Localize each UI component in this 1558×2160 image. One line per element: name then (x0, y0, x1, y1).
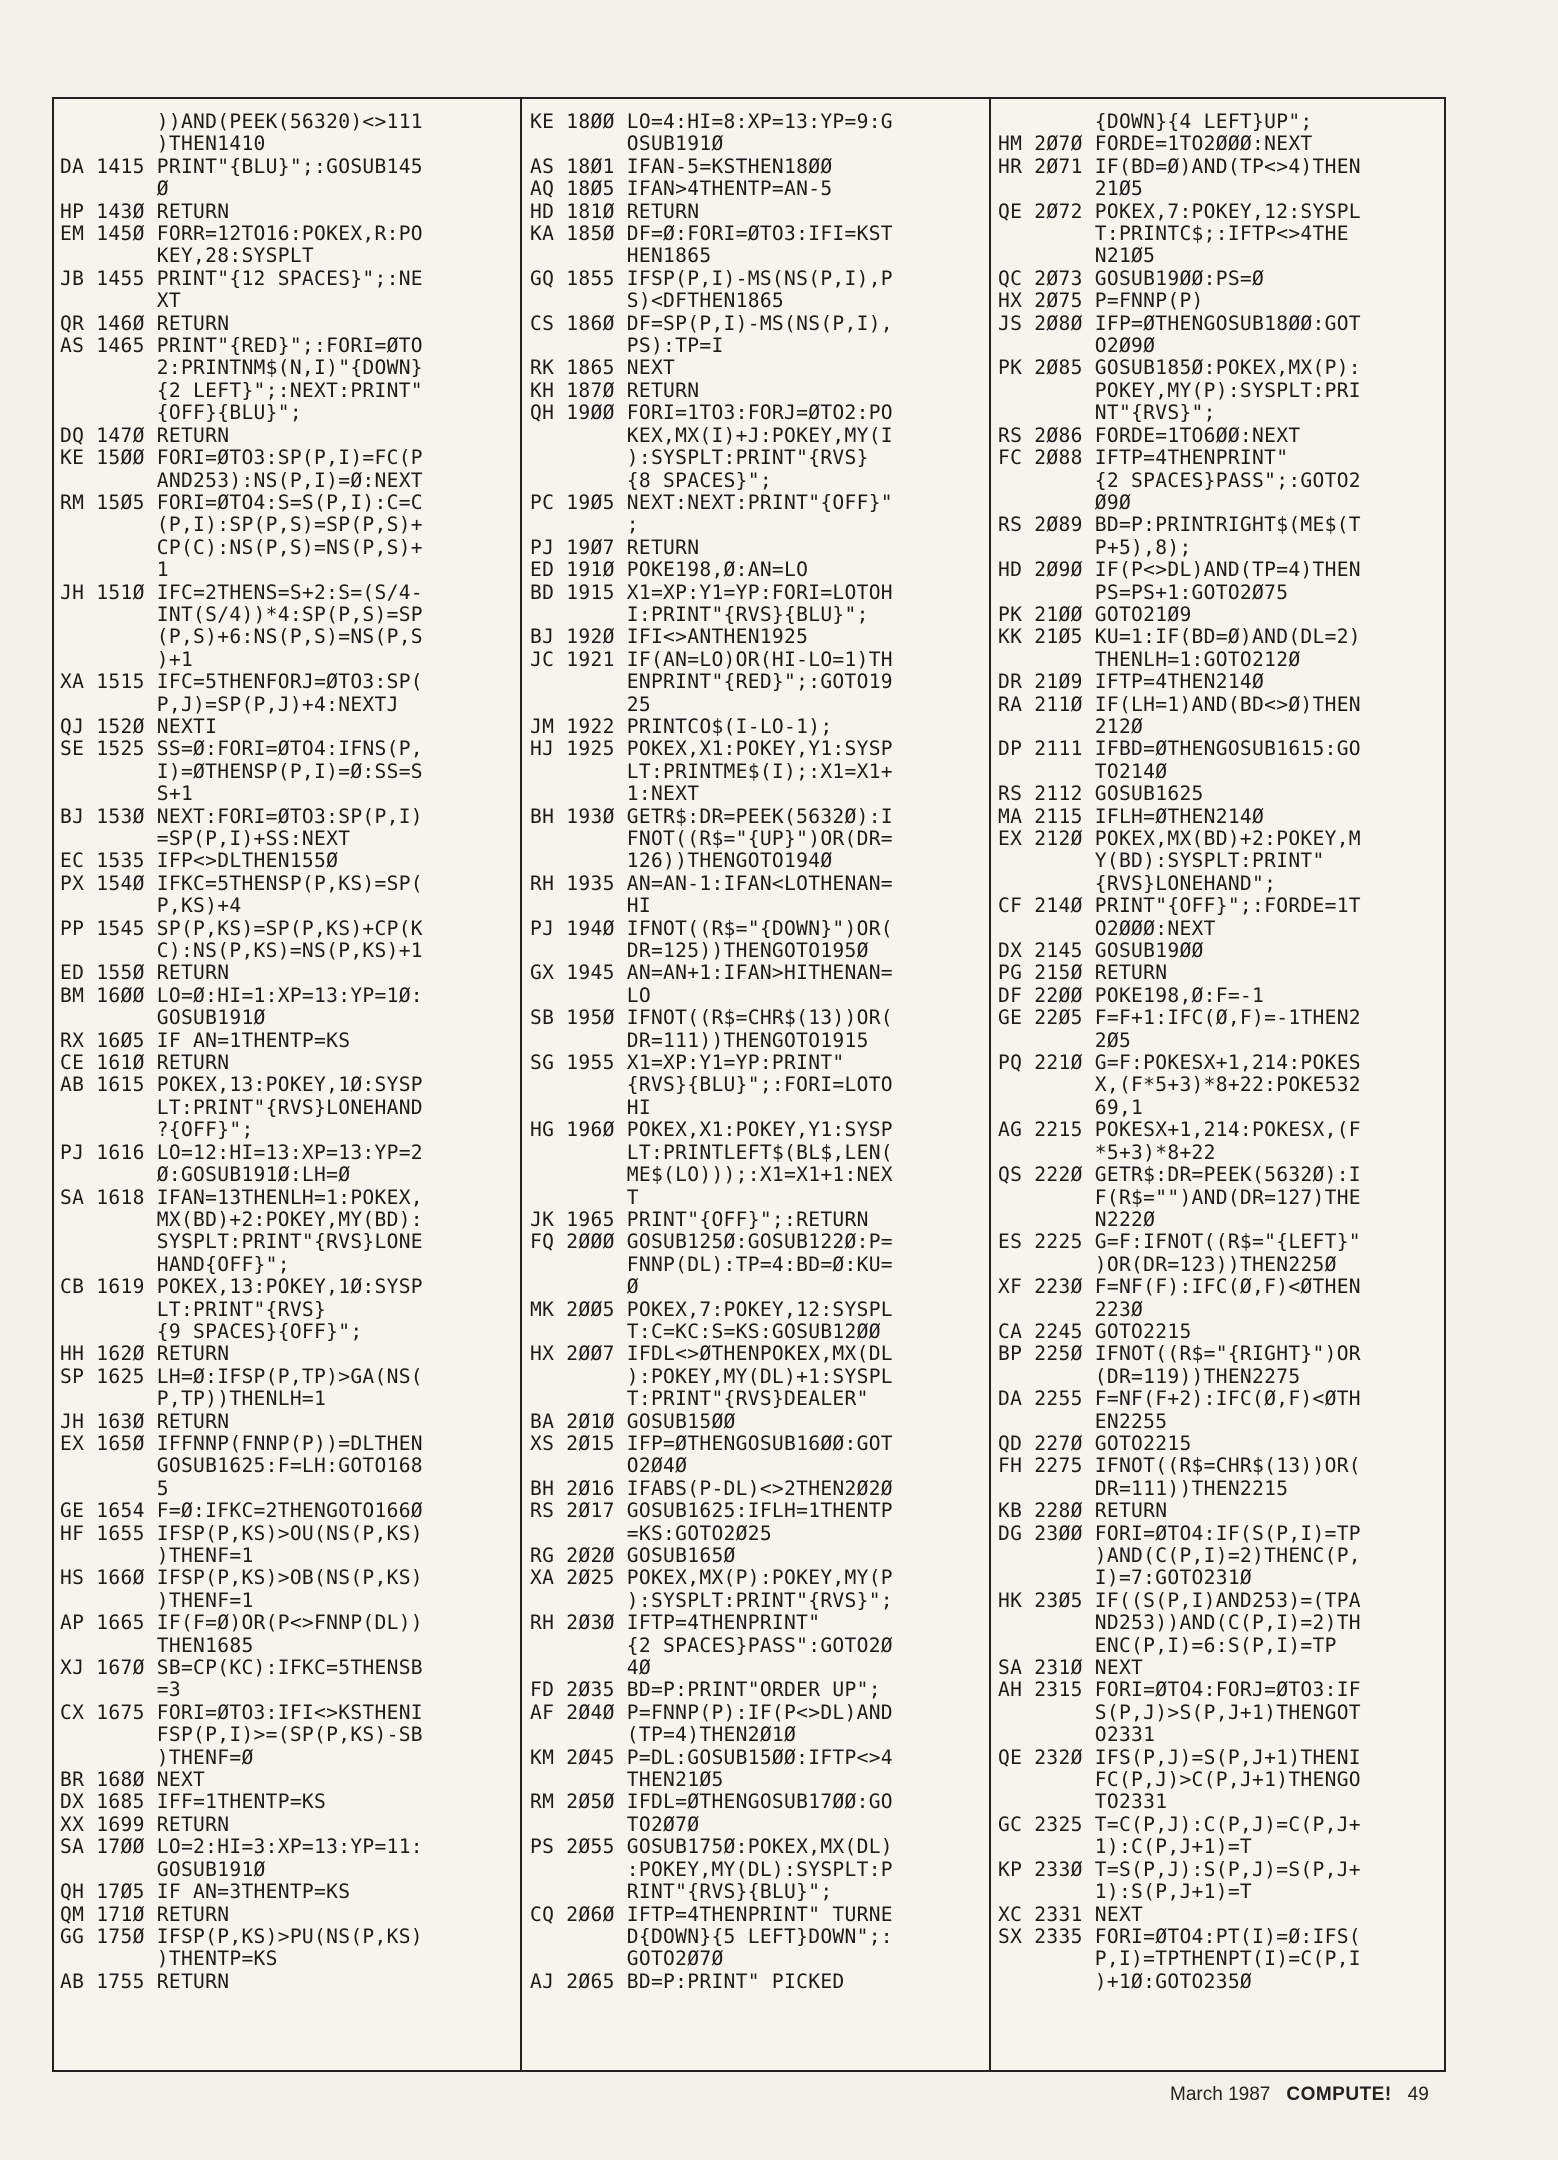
code-line: 4Ø (530, 1656, 651, 1680)
code-line: I)=7:GOTO231Ø (998, 1566, 1253, 1590)
code-line: BR 168Ø NEXT (60, 1768, 206, 1792)
listing-column-2 (530, 111, 982, 1993)
code-line: KA 185Ø DF=Ø:FORI=ØTO3:IFI=KST (530, 222, 893, 246)
code-line: GOSUB1625:F=LH:GOTO168 (60, 1454, 423, 1478)
code-line: EM 145Ø FORR=12TO16:POKEX,R:PO (60, 222, 423, 246)
code-line: TO2331 (998, 1790, 1168, 1814)
code-line: AND253):NS(P,I)=Ø:NEXT (60, 468, 423, 492)
code-line: PX 154Ø IFKC=5THENSP(P,KS)=SP( (60, 871, 423, 895)
code-line: AH 2315 FORI=ØTO4:FORJ=ØTO3:IF (998, 1678, 1361, 1702)
code-line: DP 2111 IFBD=ØTHENGOSUB1615:GO (998, 737, 1361, 761)
code-line: HD 2Ø9Ø IF(P<>DL)AND(TP=4)THEN (998, 558, 1361, 582)
code-line: N21Ø5 (998, 244, 1156, 268)
code-line: AJ 2Ø65 BD=P:PRINT" PICKED (530, 1969, 845, 1993)
code-line: BM 16ØØ LO=Ø:HI=1:XP=13:YP=1Ø: (60, 983, 423, 1007)
code-line: GOSUB191Ø (60, 1006, 266, 1030)
code-line: 2Ø5 (998, 1028, 1132, 1052)
code-line: LT:PRINTLEFT$(BL$,LEN( (530, 1140, 893, 1164)
code-line: TO2Ø7Ø (530, 1812, 700, 1836)
code-line: EC 1535 IFP<>DLTHEN155Ø (60, 849, 339, 873)
code-line: JH 163Ø RETURN (60, 1409, 230, 1433)
code-line: KH 187Ø RETURN (530, 378, 700, 402)
code-line: HF 1655 IFSP(P,KS)>OU(NS(P,KS) (60, 1521, 423, 1545)
code-line: XX 1699 RETURN (60, 1812, 230, 1836)
column-divider (989, 99, 991, 2070)
code-line: FNNP(DL):TP=4:BD=Ø:KU= (530, 1252, 893, 1276)
code-line: RX 16Ø5 IF AN=1THENTP=KS (60, 1028, 351, 1052)
code-line: DA 2255 F=NF(F+2):IFC(Ø,F)<ØTH (998, 1387, 1361, 1411)
code-line: KP 233Ø T=S(P,J):S(P,J)=S(P,J+ (998, 1857, 1361, 1881)
code-line: GC 2325 T=C(P,J):C(P,J)=C(P,J+ (998, 1812, 1361, 1836)
code-line: HAND{OFF}"; (60, 1252, 290, 1276)
code-line: Ø9Ø (998, 490, 1132, 514)
code-line: JH 151Ø IFC=2THENS=S+2:S=(S/4- (60, 580, 423, 604)
code-line: S+1 (60, 782, 194, 806)
code-line: ED 191Ø POKE198,Ø:AN=LO (530, 558, 809, 582)
code-line: I:PRINT"{RVS}{BLU}"; (530, 602, 869, 626)
code-line: HEN1865 (530, 244, 712, 268)
code-line: {2 LEFT}";:NEXT:PRINT" (60, 378, 423, 402)
code-line: O2331 (998, 1723, 1156, 1747)
code-line: HJ 1925 POKEX,X1:POKEY,Y1:SYSP (530, 737, 893, 761)
code-line: ):SYSPLT:PRINT"{RVS} (530, 446, 869, 470)
code-line: XA 2Ø25 POKEX,MX(P):POKEY,MY(P (530, 1566, 893, 1590)
code-line: P,KS)+4 (60, 894, 242, 918)
code-line: KK 21Ø5 KU=1:IF(BD=Ø)AND(DL=2) (998, 625, 1361, 649)
code-line: CB 1619 POKEX,13:POKEY,1Ø:SYSP (60, 1275, 423, 1299)
code-line: Ø:GOSUB191Ø:LH=Ø (60, 1163, 351, 1187)
code-line: GX 1945 AN=AN+1:IFAN>HITHENAN= (530, 961, 893, 985)
code-line: P,I)=TPTHENPT(I)=C(P,I (998, 1947, 1361, 1971)
code-line: I)=ØTHENSP(P,I)=Ø:SS=S (60, 759, 423, 783)
code-line: HI (530, 1095, 651, 1119)
code-line: JM 1922 PRINTCO$(I-LO-1); (530, 714, 833, 738)
code-line: AB 1755 RETURN (60, 1969, 230, 1993)
code-line: LT:PRINT"{RVS}LONEHAND (60, 1095, 423, 1119)
code-line: PJ 194Ø IFNOT((R$="{DOWN}")OR( (530, 916, 893, 940)
code-line: GE 22Ø5 F=F+1:IFC(Ø,F)=-1THEN2 (998, 1006, 1361, 1030)
code-line: QJ 152Ø NEXTI (60, 714, 218, 738)
code-line: AG 2215 POKESX+1,214:POKESX,(F (998, 1118, 1361, 1142)
code-line: P+5),8); (998, 535, 1192, 559)
code-line: PJ 19Ø7 RETURN (530, 535, 700, 559)
code-line: AF 2Ø4Ø P=FNNP(P):IF(P<>DL)AND (530, 1700, 893, 1724)
code-line: SYSPLT:PRINT"{RVS}LONE (60, 1230, 423, 1254)
code-line: QD 227Ø GOTO2215 (998, 1431, 1192, 1455)
code-line: XF 223Ø F=NF(F):IFC(Ø,F)<ØTHEN (998, 1275, 1361, 1299)
code-line: PK 21ØØ GOTO21Ø9 (998, 602, 1192, 626)
code-line: (P,S)+6:NS(P,S)=NS(P,S (60, 625, 423, 649)
code-line: (DR=119))THEN2275 (998, 1364, 1301, 1388)
code-line: GQ 1855 IFSP(P,I)-MS(NS(P,I),P (530, 266, 893, 290)
code-line: PC 19Ø5 NEXT:NEXT:PRINT"{OFF}" (530, 490, 893, 514)
code-line: T (530, 1185, 639, 1209)
code-line: QE 232Ø IFS(P,J)=S(P,J+1)THENI (998, 1745, 1361, 1769)
code-line: {2 SPACES}PASS";:GOTO2 (998, 468, 1361, 492)
code-line: LT:PRINT"{RVS} (60, 1297, 327, 1321)
footer-date: March 1987 (1170, 2084, 1271, 2105)
code-line: RS 2Ø89 BD=P:PRINTRIGHT$(ME$(T (998, 513, 1361, 537)
code-line: FC(P,J)>C(P,J+1)THENGO (998, 1768, 1361, 1792)
code-line: GOSUB191Ø (60, 1857, 266, 1881)
code-line: JB 1455 PRINT"{12 SPACES}";:NE (60, 266, 423, 290)
code-line: AB 1615 POKEX,13:POKEY,1Ø:SYSP (60, 1073, 423, 1097)
code-line: RH 2Ø3Ø IFTP=4THENPRINT" (530, 1611, 821, 1635)
code-line: CS 186Ø DF=SP(P,I)-MS(NS(P,I), (530, 311, 893, 335)
code-line: QR 146Ø RETURN (60, 311, 230, 335)
code-line: JC 1921 IF(AN=LO)OR(HI-LO=1)TH (530, 647, 893, 671)
code-line: MX(BD)+2:POKEY,MY(BD): (60, 1207, 423, 1231)
code-line: AP 1665 IF(F=Ø)OR(P<>FNNP(DL)) (60, 1611, 423, 1635)
code-line: 223Ø (998, 1297, 1144, 1321)
code-line: )THENF=1 (60, 1588, 254, 1612)
code-line: GOTO2Ø7Ø (530, 1947, 724, 1971)
code-line: 69,1 (998, 1095, 1144, 1119)
code-line: ))AND(PEEK(56320)<>111 (60, 110, 423, 133)
code-line: RG 2Ø2Ø GOSUB165Ø (530, 1544, 736, 1567)
code-line: XJ 167Ø SB=CP(KC):IFKC=5THENSB (60, 1656, 423, 1680)
code-line: O2Ø4Ø (530, 1454, 688, 1478)
code-line: )+1 (60, 647, 194, 671)
code-line: SP 1625 LH=Ø:IFSP(P,TP)>GA(NS( (60, 1364, 423, 1388)
code-line: FD 2Ø35 BD=P:PRINT"ORDER UP"; (530, 1678, 881, 1702)
code-line: TO214Ø (998, 759, 1168, 783)
code-line: FNOT((R$="{UP}")OR(DR= (530, 827, 893, 850)
code-line: PS=PS+1:GOTO2Ø75 (998, 580, 1289, 604)
code-line: RS 2112 GOSUB1625 (998, 782, 1204, 806)
code-line: Ø (530, 1275, 639, 1299)
code-line: 126))THENGOTO194Ø (530, 849, 833, 873)
code-line: INT(S/4))*4:SP(P,S)=SP (60, 602, 423, 626)
code-line: )THENTP=KS (60, 1947, 278, 1971)
code-line: X,(F*5+3)*8+22:POKE532 (998, 1073, 1361, 1097)
code-line: EN2255 (998, 1409, 1168, 1433)
code-line: 1):S(P,J+1)=T (998, 1880, 1253, 1904)
code-line: ED 155Ø RETURN (60, 961, 230, 985)
code-line: THENLH=1:GOTO212Ø (998, 647, 1301, 671)
code-line: 25 (530, 692, 651, 716)
code-line: POKEY,MY(P):SYSPLT:PRI (998, 378, 1361, 402)
code-line: FQ 2ØØØ GOSUB125Ø:GOSUB122Ø:P= (530, 1230, 893, 1254)
code-line: DR=111))THENGOTO1915 (530, 1028, 869, 1052)
code-line: {DOWN}{4 LEFT}UP"; (998, 110, 1313, 133)
code-line: BJ 153Ø NEXT:FORI=ØTO3:SP(P,I) (60, 804, 423, 828)
code-line: {RVS}{BLU}";:FORI=LOTO (530, 1073, 893, 1097)
code-line: BA 2Ø1Ø GOSUB15ØØ (530, 1409, 736, 1433)
code-line: QM 171Ø RETURN (60, 1902, 230, 1926)
code-line: PS 2Ø55 GOSUB175Ø:POKEX,MX(DL) (530, 1835, 893, 1859)
listing-frame (52, 97, 1446, 2072)
listing-column-3 (998, 111, 1443, 1993)
code-line: 21Ø5 (998, 177, 1144, 201)
code-line: HP 143Ø RETURN (60, 199, 230, 223)
code-line: FC 2Ø88 IFTP=4THENPRINT" (998, 446, 1289, 470)
code-line: BH 2Ø16 IFABS(P-DL)<>2THEN2Ø2Ø (530, 1476, 893, 1500)
code-line: T:PRINT"{RVS}DEALER" (530, 1387, 869, 1411)
code-line: KEY,28:SYSPLT (60, 244, 315, 268)
page-footer (1170, 2084, 1460, 2116)
code-line: FH 2275 IFNOT((R$=CHR$(13))OR( (998, 1454, 1361, 1478)
code-line: HR 2Ø71 IF(BD=Ø)AND(TP<>4)THEN (998, 154, 1361, 178)
listing-column-1 (60, 111, 510, 1993)
code-line: )THENF=Ø (60, 1745, 254, 1769)
code-line: QH 17Ø5 IF AN=3THENTP=KS (60, 1880, 351, 1904)
code-line: F(R$="")AND(DR=127)THE (998, 1185, 1361, 1209)
code-line: T:C=KC:S=KS:GOSUB12ØØ (530, 1319, 881, 1343)
code-line: HX 2ØØ7 IFDL<>ØTHENPOKEX,MX(DL (530, 1342, 893, 1366)
code-line: PG 215Ø RETURN (998, 961, 1168, 985)
code-line: 1 (60, 558, 169, 582)
code-line: RM 2Ø5Ø IFDL=ØTHENGOSUB17ØØ:GO (530, 1790, 893, 1814)
code-line: SB 195Ø IFNOT((R$=CHR$(13))OR( (530, 1006, 893, 1030)
code-line: RINT"{RVS}{BLU}"; (530, 1880, 833, 1904)
code-line: HS 166Ø IFSP(P,KS)>OB(NS(P,KS) (60, 1566, 423, 1590)
code-line: BH 193Ø GETR$:DR=PEEK(5632Ø):I (530, 804, 893, 828)
code-line: QS 222Ø GETR$:DR=PEEK(5632Ø):I (998, 1163, 1361, 1187)
code-line: 212Ø (998, 714, 1144, 738)
code-line: AS 1465 PRINT"{RED}";:FORI=ØTO (60, 334, 423, 358)
code-line: C):NS(P,KS)=NS(P,KS)+1 (60, 939, 423, 963)
code-line: JS 2Ø8Ø IFP=ØTHENGOSUB18ØØ:GOT (998, 311, 1361, 335)
code-line: OSUB191Ø (530, 132, 724, 156)
code-line: THEN21Ø5 (530, 1768, 724, 1792)
code-line: RM 15Ø5 FORI=ØTO4:S=S(P,I):C=C (60, 490, 423, 514)
code-line: =3 (60, 1678, 181, 1702)
code-line: BP 225Ø IFNOT((R$="{RIGHT}")OR (998, 1342, 1361, 1366)
code-line: CX 1675 FORI=ØTO3:IFI<>KSTHENI (60, 1700, 423, 1724)
code-line: LO (530, 983, 651, 1007)
code-line: LT:PRINTME$(I);:X1=X1+ (530, 759, 893, 783)
code-line: XT (60, 289, 181, 313)
column-divider (520, 99, 522, 2070)
code-line: SE 1525 SS=Ø:FORI=ØTO4:IFNS(P, (60, 737, 423, 761)
code-line: {OFF}{BLU}"; (60, 401, 302, 425)
code-line: 2:PRINTNM$(N,I)"{DOWN} (60, 356, 423, 380)
code-line: 1):C(P,J+1)=T (998, 1835, 1253, 1859)
code-line: HI (530, 894, 651, 918)
code-line: GE 1654 F=Ø:IFKC=2THENGOTO166Ø (60, 1499, 423, 1523)
code-line: )THEN1410 (60, 132, 266, 156)
code-line: {9 SPACES}{OFF}"; (60, 1319, 363, 1343)
code-line: )THENF=1 (60, 1544, 254, 1567)
code-line: CP(C):NS(P,S)=NS(P,S)+ (60, 535, 423, 559)
code-line: PQ 221Ø G=F:POKESX+1,214:POKES (998, 1051, 1361, 1075)
code-line: O2Ø9Ø (998, 334, 1156, 358)
code-line: DR=125))THENGOTO195Ø (530, 939, 869, 963)
code-line: =SP(P,I)+SS:NEXT (60, 827, 351, 850)
code-line: ES 2225 G=F:IFNOT((R$="{LEFT}" (998, 1230, 1361, 1254)
code-line: RA 211Ø IF(LH=1)AND(BD<>Ø)THEN (998, 692, 1361, 716)
code-line: S)<DFTHEN1865 (530, 289, 785, 313)
code-line: CQ 2Ø6Ø IFTP=4THENPRINT" TURNE (530, 1902, 893, 1926)
code-line: KEX,MX(I)+J:POKEY,MY(I (530, 423, 893, 447)
code-line: KE 18ØØ LO=4:HI=8:XP=13:YP=9:G (530, 110, 893, 133)
code-line: SA 1618 IFAN=13THENLH=1:POKEX, (60, 1185, 423, 1209)
code-line: CA 2245 GOTO2215 (998, 1319, 1192, 1343)
code-line: EX 165Ø IFFNNP(FNNP(P))=DLTHEN (60, 1431, 423, 1455)
code-line: P,TP))THENLH=1 (60, 1387, 327, 1411)
code-line: CF 214Ø PRINT"{OFF}";:FORDE=1T (998, 894, 1361, 918)
code-line: FSP(P,I)>=(SP(P,KS)-SB (60, 1723, 423, 1747)
code-line: )OR(DR=123))THEN225Ø (998, 1252, 1337, 1276)
code-line: XC 2331 NEXT (998, 1902, 1144, 1926)
code-line: ?{OFF}"; (60, 1118, 254, 1142)
code-line: :POKEY,MY(DL):SYSPLT:P (530, 1857, 893, 1881)
code-line: NT"{RVS}"; (998, 401, 1216, 425)
code-line: DX 2145 GOSUB19ØØ (998, 939, 1204, 963)
code-line: SG 1955 X1=XP:Y1=YP:PRINT" (530, 1051, 845, 1075)
code-line: HX 2Ø75 P=FNNP(P) (998, 289, 1204, 313)
code-line: DR=111))THEN2215 (998, 1476, 1289, 1500)
code-line: *5+3)*8+22 (998, 1140, 1216, 1164)
code-line: MK 2ØØ5 POKEX,7:POKEY,12:SYSPL (530, 1297, 893, 1321)
code-line: BD 1915 X1=XP:Y1=YP:FORI=LOTOH (530, 580, 893, 604)
code-line: PP 1545 SP(P,KS)=SP(P,KS)+CP(K (60, 916, 423, 940)
code-line: DQ 147Ø RETURN (60, 423, 230, 447)
code-line: KB 228Ø RETURN (998, 1499, 1168, 1523)
code-line: HD 181Ø RETURN (530, 199, 700, 223)
code-line: RS 2Ø86 FORDE=1TO6ØØ:NEXT (998, 423, 1301, 447)
code-line: P,J)=SP(P,J)+4:NEXTJ (60, 692, 399, 716)
code-line: SX 2335 FORI=ØTO4:PT(I)=Ø:IFS( (998, 1924, 1361, 1948)
code-line: KE 15ØØ FORI=ØTO3:SP(P,I)=FC(P (60, 446, 423, 470)
code-line: =KS:GOTO2Ø25 (530, 1521, 772, 1545)
code-line: MA 2115 IFLH=ØTHEN214Ø (998, 804, 1265, 828)
code-line: QH 19ØØ FORI=1TO3:FORJ=ØTO2:PO (530, 401, 893, 425)
code-line: SA 231Ø NEXT (998, 1656, 1144, 1680)
code-line: ENPRINT"{RED}";:GOTO19 (530, 670, 893, 694)
code-line: ; (530, 513, 639, 537)
code-line: XS 2Ø15 IFP=ØTHENGOSUB16ØØ:GOT (530, 1431, 893, 1455)
code-line: BJ 192Ø IFI<>ANTHEN1925 (530, 625, 809, 649)
code-line: Y(BD):SYSPLT:PRINT" (998, 849, 1325, 873)
code-line: GG 175Ø IFSP(P,KS)>PU(NS(P,KS) (60, 1924, 423, 1948)
code-line: Ø (60, 177, 169, 201)
code-line: O2ØØØ:NEXT (998, 916, 1216, 940)
code-line: N222Ø (998, 1207, 1156, 1231)
code-line: QC 2Ø73 GOSUB19ØØ:PS=Ø (998, 266, 1265, 290)
code-line: ):SYSPLT:PRINT"{RVS}"; (530, 1588, 893, 1612)
code-line: {RVS}LONEHAND"; (998, 871, 1277, 895)
code-line: RK 1865 NEXT (530, 356, 676, 380)
code-line: RH 1935 AN=AN-1:IFAN<LOTHENAN= (530, 871, 893, 895)
code-line: 1:NEXT (530, 782, 700, 806)
code-line: 5 (60, 1476, 169, 1500)
code-line: RS 2Ø17 GOSUB1625:IFLH=1THENTP (530, 1499, 893, 1523)
code-line: PK 2Ø85 GOSUB185Ø:POKEX,MX(P): (998, 356, 1361, 380)
code-line: S(P,J)>S(P,J+1)THENGOT (998, 1700, 1361, 1724)
code-line: EX 212Ø POKEX,MX(BD)+2:POKEY,M (998, 827, 1361, 850)
code-line: ENC(P,I)=6:S(P,I)=TP (998, 1633, 1337, 1657)
code-line: DG 23ØØ FORI=ØTO4:IF(S(P,I)=TP (998, 1521, 1361, 1545)
code-line: )AND(C(P,I)=2)THENC(P, (998, 1544, 1361, 1567)
code-line: (TP=4)THEN2Ø1Ø (530, 1723, 797, 1747)
code-line: HG 196Ø POKEX,X1:POKEY,Y1:SYSP (530, 1118, 893, 1142)
code-line: JK 1965 PRINT"{OFF}";:RETURN (530, 1207, 869, 1231)
code-line: DX 1685 IFF=1THENTP=KS (60, 1790, 327, 1814)
code-line: HM 2Ø7Ø FORDE=1TO2ØØØ:NEXT (998, 132, 1313, 156)
code-line: DR 21Ø9 IFTP=4THEN214Ø (998, 670, 1265, 694)
code-line: (P,I):SP(P,S)=SP(P,S)+ (60, 513, 423, 537)
code-line: SA 17ØØ LO=2:HI=3:XP=13:YP=11: (60, 1835, 423, 1859)
footer-page-number: 49 (1407, 2084, 1429, 2105)
code-line: AQ 18Ø5 IFAN>4THENTP=AN-5 (530, 177, 833, 201)
code-line: ND253))AND(C(P,I)=2)TH (998, 1611, 1361, 1635)
code-line: QE 2Ø72 POKEX,7:POKEY,12:SYSPL (998, 199, 1361, 223)
code-line: THEN1685 (60, 1633, 254, 1657)
code-line: D{DOWN}{5 LEFT}DOWN";: (530, 1924, 893, 1948)
code-line: KM 2Ø45 P=DL:GOSUB15ØØ:IFTP<>4 (530, 1745, 893, 1769)
code-line: ):POKEY,MY(DL)+1:SYSPL (530, 1364, 893, 1388)
code-line: )+1Ø:GOTO235Ø (998, 1969, 1253, 1993)
code-line: PS):TP=I (530, 334, 724, 358)
code-line: {2 SPACES}PASS":GOTO2Ø (530, 1633, 893, 1657)
code-line: {8 SPACES}"; (530, 468, 772, 492)
code-line: ME$(LO)));:X1=X1+1:NEX (530, 1163, 893, 1187)
code-line: HH 162Ø RETURN (60, 1342, 230, 1366)
code-line: HK 23Ø5 IF((S(P,I)AND253)=(TPA (998, 1588, 1361, 1612)
code-line: DF 22ØØ POKE198,Ø:F=-1 (998, 983, 1265, 1007)
code-line: DA 1415 PRINT"{BLU}";:GOSUB145 (60, 154, 423, 178)
code-line: T:PRINTC$;:IFTP<>4THE (998, 222, 1349, 246)
code-line: XA 1515 IFC=5THENFORJ=ØTO3:SP( (60, 670, 423, 694)
code-line: PJ 1616 LO=12:HI=13:XP=13:YP=2 (60, 1140, 423, 1164)
code-line: CE 161Ø RETURN (60, 1051, 230, 1075)
code-line: AS 18Ø1 IFAN-5=KSTHEN18ØØ (530, 154, 833, 178)
footer-magazine-name: COMPUTE! (1286, 2084, 1392, 2105)
